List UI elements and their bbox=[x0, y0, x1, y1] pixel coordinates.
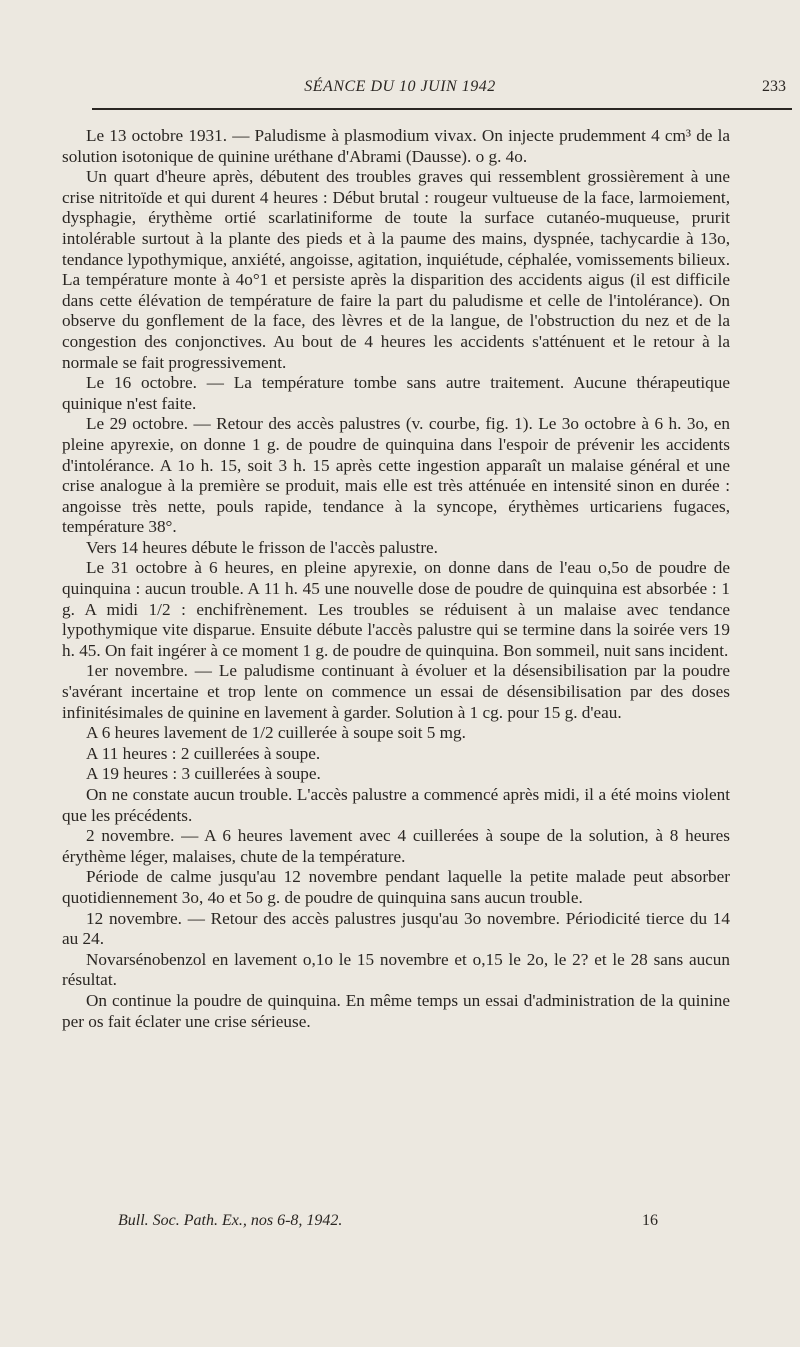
paragraph: Le 29 octobre. — Retour des accès palustres (v. courbe, fig. 1). Le 3o octobre à 6 h. 3o, en pleine apyrexie, on donne 1 g. de poudre de quinquina dans l'espoir de prévenir les accidents d'intolérance. A 1o h. 15, soit 3 h. 15 après cette ingestion apparaît un malaise général et une crise analogue à la première se produit, mais elle est très atténuée en intensité sinon en durée : angoisse très nette, pouls rapide, tendance à la syncope, érythèmes urticariens fugaces, température 38°. bbox=[62, 414, 730, 537]
paragraph: On continue la poudre de quinquina. En même temps un essai d'administration de la quinine per os fait éclater une crise sérieuse. bbox=[62, 990, 730, 1031]
paragraph: 2 novembre. — A 6 heures lavement avec 4 cuillerées à soupe de la solution, à 8 heures érythème léger, malaises, chute de la température. bbox=[62, 826, 730, 866]
paragraph: Période de calme jusqu'au 12 novembre pendant laquelle la petite malade peut absorber quotidiennement 3o, 4o et 5o g. de poudre de quinquina sans aucun trouble. bbox=[62, 867, 730, 907]
paragraph: On ne constate aucun trouble. L'accès palustre a commencé après midi, il a été moins violent que les précédents. bbox=[62, 785, 730, 825]
paragraph: Le 13 octobre 1931. — Paludisme à plasmodium vivax. On injecte prudemment 4 cm³ de la solution isotonique de quinine uréthane d'Abrami (Dausse). o g. 4o. bbox=[62, 126, 730, 166]
body-text bbox=[62, 126, 730, 1032]
running-header bbox=[0, 78, 800, 102]
paragraph: A 11 heures : 2 cuillerées à soupe. bbox=[86, 743, 321, 763]
footer-citation: Bull. Soc. Path. Ex., nos 6-8, 1942. bbox=[118, 1212, 343, 1229]
paragraph: Novarsénobenzol en lavement o,1o le 15 novembre et o,15 le 2o, le 2? et le 28 sans aucun résultat. bbox=[62, 949, 730, 990]
header-rule bbox=[92, 108, 792, 110]
paragraph: 1er novembre. — Le paludisme continuant à évoluer et la désensibilisation par la poudre s'avérant incertaine et trop lente on commence un essai de désensibilisation par des doses infinitésimales de quinine en lavement à garder. Solution à 1 cg. pour 15 g. d'eau. bbox=[62, 661, 730, 722]
header-title: SÉANCE DU 10 JUIN 1942 bbox=[304, 78, 496, 95]
footer bbox=[118, 1212, 658, 1230]
paragraph: Le 31 octobre à 6 heures, en pleine apyrexie, on donne dans de l'eau o,5o de poudre de quinquina : aucun trouble. A 11 h. 45 une nouvelle dose de poudre de quinquina est absorbée : 1 g. A midi 1/2 : enchifrènement. Les troubles se réduisent à un malaise avec tendance lypothymique vite disparue. Ensuite débute l'accès palustre qui se termine dans la soirée vers 19 h. 45. On fait ingérer à ce moment 1 g. de poudre de quinquina. Bon sommeil, nuit sans incident. bbox=[62, 558, 730, 660]
paragraph: Vers 14 heures débute le frisson de l'accès palustre. bbox=[86, 537, 438, 557]
paragraph: Un quart d'heure après, débutent des troubles graves qui ressemblent grossièrement à une crise nitritoïde et qui durent 4 heures : Début brutal : rougeur vultueuse de la face, larmoiement, dysphagie, érythème ortié scarlatiniforme de toute la surface cutanéo-muqueuse, prurit intolérable surtout à la plante des pieds et à la paume des mains, dyspnée, tachycardie à 13o, tendance lypothymique, anxiété, angoisse, agitation, inquiétude, céphalée, vomissements bilieux. La température monte à 4o°1 et persiste après la disparition des accidents aigus (il est difficile dans cette élévation de température de faire la part du paludisme et celle de l'intolérance). On observe du gonflement de la face, des lèvres et de la langue, de l'obstruction du nez et de la congestion des conjonctives. Au bout de 4 heures les accidents s'atténuent et le retour à la normale se fait progressivement. bbox=[62, 167, 730, 372]
paragraph: Le 16 octobre. — La température tombe sans autre traitement. Aucune thérapeutique quinique n'est faite. bbox=[62, 373, 730, 413]
paragraph: A 19 heures : 3 cuillerées à soupe. bbox=[86, 764, 321, 784]
paragraph: A 6 heures lavement de 1/2 cuillerée à soupe soit 5 mg. bbox=[86, 723, 466, 743]
signature-number: 16 bbox=[642, 1212, 658, 1229]
page-number: 233 bbox=[762, 78, 786, 95]
paragraph: 12 novembre. — Retour des accès palustres jusqu'au 3o novembre. Périodicité tierce du 14 au 24. bbox=[62, 908, 730, 949]
